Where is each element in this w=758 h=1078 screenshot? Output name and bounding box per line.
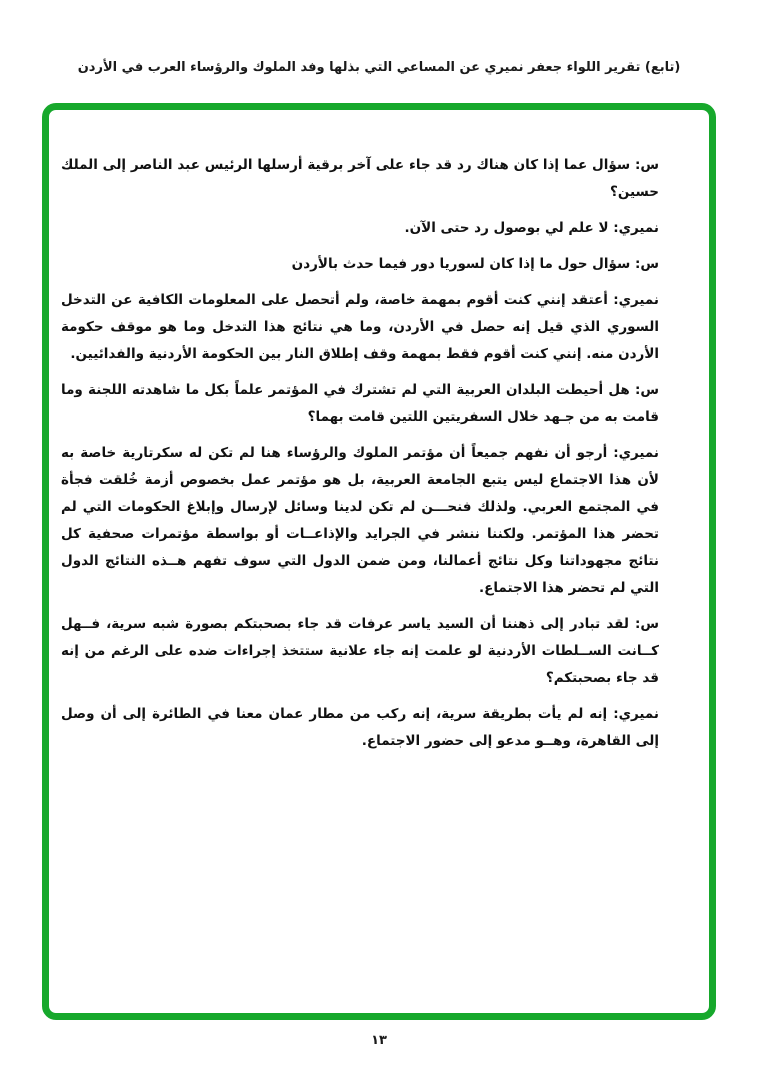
transcript-paragraph-answer: نميري: إنه لم يأت بطريقة سرية، إنه ركب من مطار عمان معنا في الطائرة إلى أن وصل إلى القاهرة، وهــو مدعو إلى حضور الاجتماع.	[61, 706, 659, 749]
transcript-paragraph-answer: نميري: لا علم لي بوصول رد حتى الآن.	[404, 220, 659, 236]
transcript-paragraph-answer: نميري: أرجو أن نفهم جميعاً أن مؤتمر الملوك والرؤساء هنا لم تكن له سكرتارية خاصة به لأن هذا الاجتماع ليس يتبع الجامعة العربية، بل هو مؤتمر عمل بخصوص أزمة خُلقت فجأة في المجتمع العربي. ولذلك فنحـــن لم تكن لدينا وسائل لإرسال وإبلاغ الحكومات التي لم تحضر هذا المؤتمر. ولكننا ننشر في الجرايد والإذاعــات أو بواسطة مؤتمرات صحفية كل نتائج مجهوداتنا وكل نتائج أعمالنا، ومن ضمن الدول التي سوف تفهم هــذه النتائج الدول التي لم تحضر هذا الاجتماع.	[61, 445, 659, 596]
transcript-paragraph-question: س: سؤال عما إذا كان هناك رد قد جاء على آخر برقية أرسلها الرئيس عبد الناصر إلى الملك حسين؟	[61, 157, 659, 200]
page-number: ١٣	[371, 1033, 387, 1048]
transcript-paragraph-question: س: لقد تبادر إلى ذهننا أن السيد ياسر عرفات قد جاء بصحبتكم بصورة شبه سرية، فــهل كــانت الســلطات الأردنية لو علمت إنه جاء علانية ستتخذ إجراءات ضده على الرغم من إنه قد جاء بصحبتكم؟	[61, 616, 659, 686]
transcript-body	[61, 152, 659, 764]
transcript-paragraph-answer: نميري: أعتقد إنني كنت أقوم بمهمة خاصة، ولم أتحصل على المعلومات الكافية عن التدخل السوري الذي قيل إنه حصل في الأردن، وما هي نتائج هذا التدخل وما هو موقف حكومة الأردن منه. إنني كنت أقوم فقط بمهمة وقف إطلاق النار بين الحكومة الأردنية والفدائيين.	[61, 292, 659, 362]
transcript-paragraph-question: س: سؤال حول ما إذا كان لسوريا دور فيما حدث بالأردن	[291, 256, 659, 272]
document-frame	[42, 103, 716, 1020]
transcript-paragraph-question: س: هل أحيطت البلدان العربية التي لم تشترك في المؤتمر علماً بكل ما شاهدته اللجنة وما قامت به من جـهد خلال السفريتين اللتين قامت بهما؟	[61, 382, 659, 425]
document-header-title: (تابع) تقرير اللواء جعفر نميري عن المساعي التي بذلها وفد الملوك والرؤساء العرب في الأردن	[77, 60, 681, 75]
